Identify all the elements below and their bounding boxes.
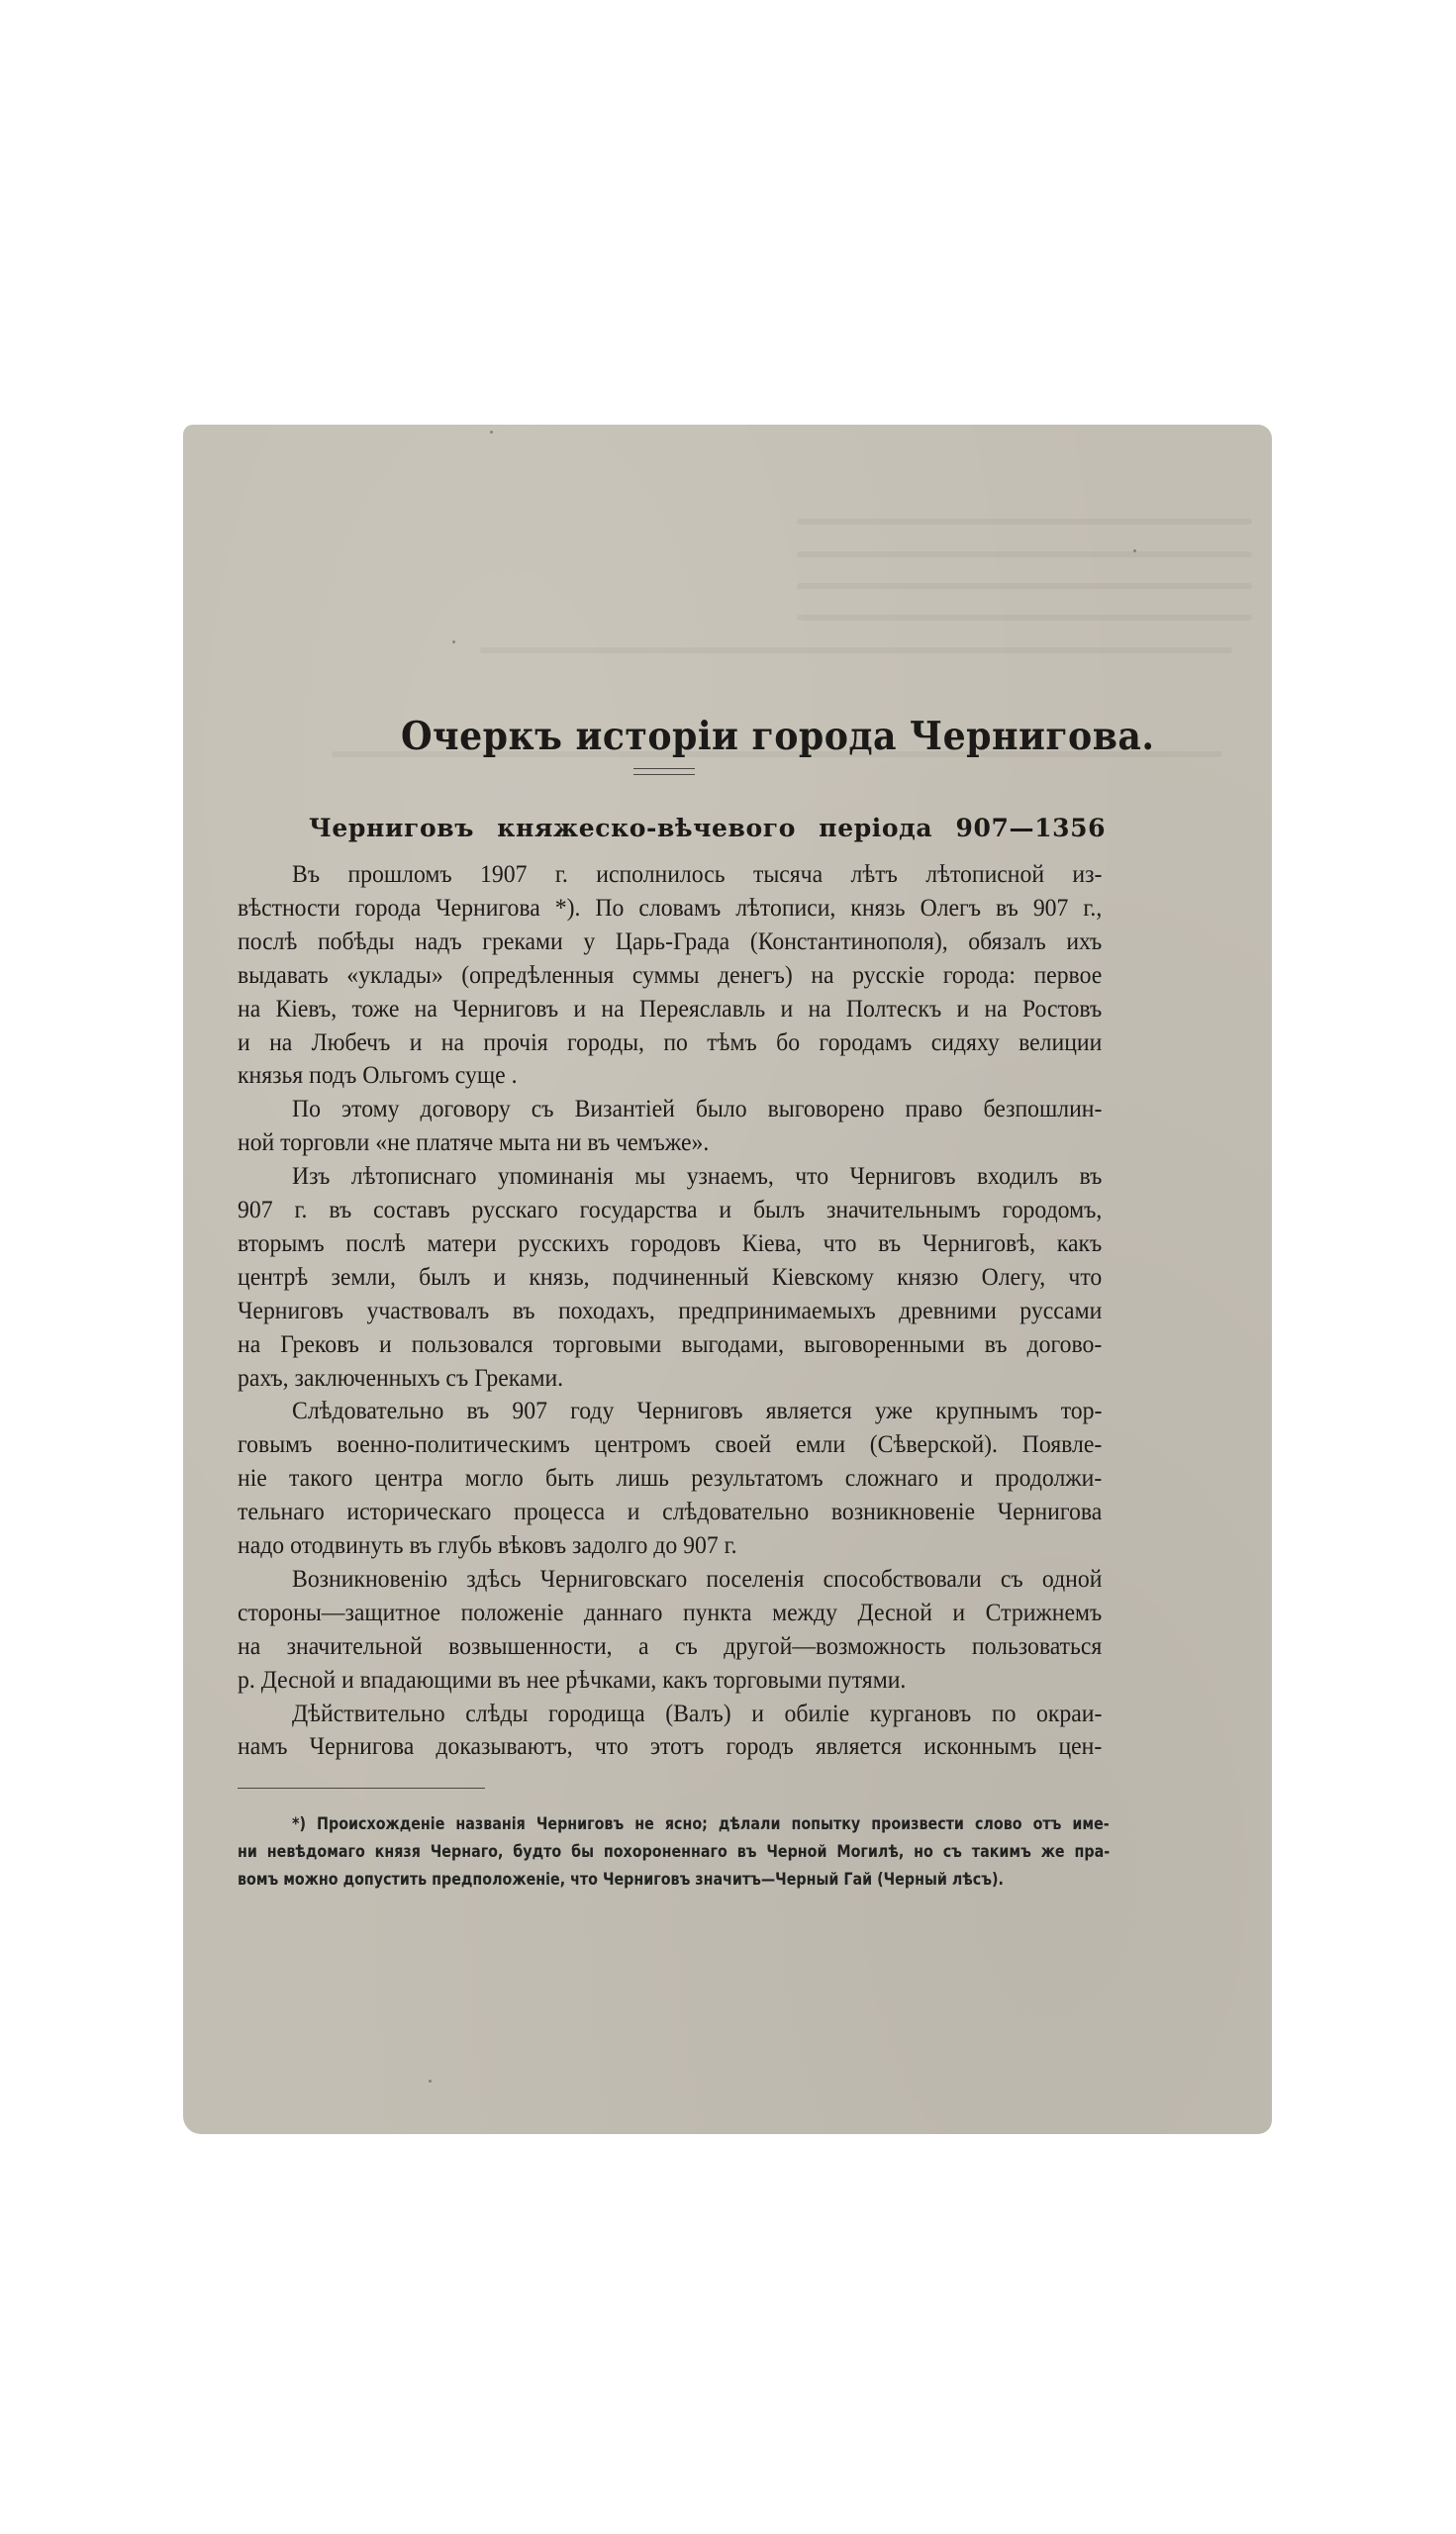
paper-speck (429, 2080, 432, 2083)
bleed-through-mark (480, 647, 1232, 653)
page-title: Очеркъ исторіи города Чернигова. (401, 714, 1155, 760)
section-heading: Черниговъ княжеско-вѣчевого періода 907—1356 (309, 813, 1107, 842)
body-line: Слѣдовательно въ 907 году Черниговъ является уже крупнымъ тор- (292, 1396, 1103, 1425)
body-line: тельнаго историческаго процесса и слѣдовательно возникновеніе Чернигова (238, 1497, 1103, 1526)
body-line: Черниговъ участвовалъ въ походахъ, предпринимаемыхъ древними руссами (238, 1295, 1103, 1324)
body-line: ной торговли «не платяче мыта ни въ чемъже». (238, 1127, 710, 1157)
body-line: намъ Чернигова доказываютъ, что этотъ городъ является исконнымъ цен- (238, 1731, 1103, 1761)
body-line: на значительной возвышенности, а съ другой—возможность пользоваться (238, 1630, 1103, 1660)
body-line: центрѣ земли, былъ и князь, подчиненный Кіевскому князю Олегу, что (238, 1261, 1103, 1291)
body-line: послѣ побѣды надъ греками у Царь-Града (Константинополя), обязалъ ихъ (238, 926, 1103, 955)
paper-speck (452, 640, 455, 643)
body-line: и на Любечъ и на прочія городы, по тѣмъ бо городамъ сидяху велиции (238, 1026, 1103, 1056)
book-page (183, 425, 1272, 2134)
body-line: 907 г. въ составъ русскаго государства и былъ значительнымъ городомъ, (238, 1195, 1103, 1223)
body-line: вѣстности города Чернигова *). По словамъ лѣтописи, князь Олегъ въ 907 г., (238, 892, 1103, 922)
body-line: надо отодвинуть въ глубь вѣковъ задолго до 907 г. (238, 1530, 737, 1559)
title-divider (633, 768, 695, 775)
bleed-through-mark (797, 551, 1252, 557)
body-line: говымъ военно-политическимъ центромъ своей емли (Сѣверской). Появле- (238, 1429, 1103, 1459)
paper-speck (1133, 549, 1136, 552)
bleed-through-mark (797, 615, 1252, 621)
body-line: рахъ, заключенныхъ съ Греками. (238, 1362, 564, 1392)
footnote-line: *) Происхожденіе названія Черниговъ не ясно; дѣлали попытку произвести слово отъ име- (292, 1814, 1110, 1834)
body-line: выдавать «уклады» (опредѣленныя суммы денегъ) на русскіе города: первое (238, 959, 1103, 989)
footnote-rule (238, 1788, 485, 1789)
bleed-through-mark (797, 519, 1252, 525)
body-line: Въ прошломъ 1907 г. исполнилось тысяча лѣтъ лѣтописной из- (292, 859, 1103, 888)
paper-speck (490, 431, 493, 434)
body-line: Дѣйствительно слѣды городища (Валъ) и обиліе кургановъ по окраи- (292, 1698, 1103, 1727)
body-line: стороны—защитное положеніе даннаго пункта между Десной и Стрижнемъ (238, 1597, 1103, 1626)
body-line: Возникновенію здѣсь Черниговскаго поселенія способствовали съ одной (292, 1563, 1103, 1593)
body-line: князья подъ Ольгомъ суще . (238, 1060, 518, 1090)
body-line: на Грековъ и пользовался торговыми выгодами, выговоренными въ догово- (238, 1328, 1103, 1358)
body-line: вторымъ послѣ матери русскихъ городовъ Кіева, что въ Черниговѣ, какъ (238, 1227, 1103, 1257)
body-line: р. Десной и впадающими въ нее рѣчками, какъ торговыми путями. (238, 1664, 907, 1694)
footnote-line: вомъ можно допустить предположеніе, что Черниговъ значитъ—Черный Гай (Черный лѣсъ). (238, 1870, 1004, 1890)
bleed-through-mark (797, 583, 1252, 589)
body-line: По этому договору съ Византіей было выговорено право безпошлин- (292, 1094, 1103, 1123)
footnote-line: ни невѣдомаго князя Чернаго, будто бы похороненнаго въ Черной Могилѣ, но съ такимъ же пра- (238, 1842, 1111, 1862)
body-line: Изъ лѣтописнаго упоминанія мы узнаемъ, что Черниговъ входилъ въ (292, 1161, 1103, 1191)
body-line: ніе такого центра могло быть лишь результатомъ сложнаго и продолжи- (238, 1463, 1103, 1493)
body-line: на Кіевъ, тоже на Черниговъ и на Переяславль и на Полтескъ и на Ростовъ (238, 993, 1103, 1023)
